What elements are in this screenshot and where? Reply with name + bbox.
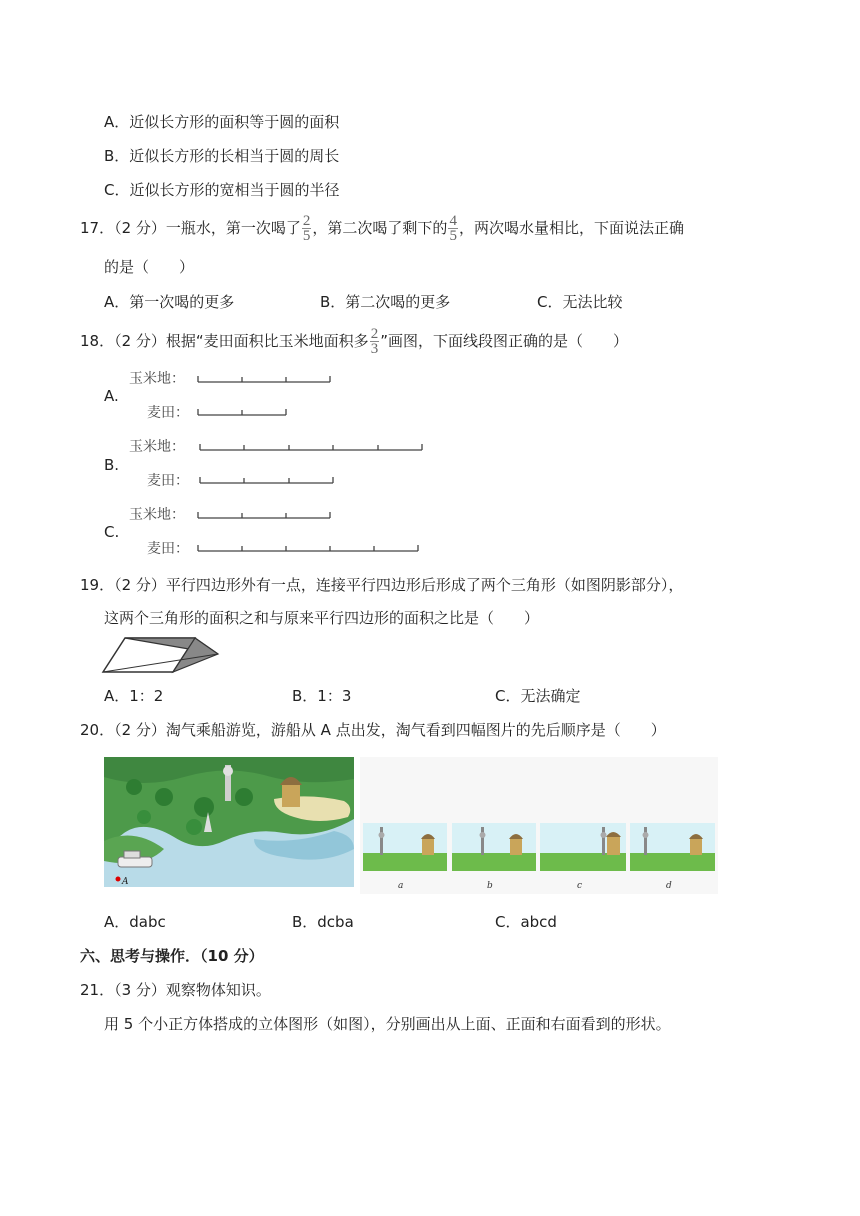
- section-6-heading: 六、思考与操作．（10 分）: [80, 947, 264, 965]
- q21-line2: 用 5 个小正方体搭成的立体图形（如图），分别画出从上面、正面和右面看到的形状。: [104, 1015, 671, 1033]
- q19-option-a[interactable]: A．1：2: [104, 687, 164, 705]
- q18-option-a-letter[interactable]: A.: [104, 387, 119, 405]
- q20-option-c[interactable]: C．abcd: [495, 913, 557, 931]
- frac-numerator: 2: [302, 213, 311, 229]
- q20-number: 20．: [80, 721, 115, 739]
- picture-label-d: d: [666, 881, 672, 891]
- q21-question: [80, 979, 271, 1000]
- q17-line2: 的是（ ）: [104, 258, 195, 276]
- q18-text-b: ”画图，下面线段图正确的是（ ）: [380, 332, 628, 350]
- view-pictures-strip: [360, 757, 718, 894]
- picture-a[interactable]: [363, 823, 447, 871]
- corn-label-c: 玉米地：: [129, 507, 185, 523]
- q20-option-a[interactable]: A．dabc: [104, 913, 166, 931]
- q18-option-b-letter[interactable]: B.: [104, 456, 120, 474]
- segment-diagram-a: [190, 372, 340, 422]
- q17-fraction-2: [448, 214, 458, 243]
- q17-question: [80, 214, 684, 243]
- q17-option-c[interactable]: C．无法比较: [537, 293, 623, 311]
- q17-option-b[interactable]: B．第二次喝的更多: [320, 293, 451, 311]
- q18-option-c-letter[interactable]: C.: [104, 523, 120, 541]
- picture-label-a: a: [398, 881, 404, 891]
- parallelogram-figure: [100, 634, 224, 676]
- q19-option-b[interactable]: B．1：3: [292, 687, 352, 705]
- picture-c[interactable]: [540, 823, 626, 871]
- picture-label-c: c: [577, 881, 583, 891]
- q21-number: 21．: [80, 981, 115, 999]
- q17-option-a[interactable]: A．第一次喝的更多: [104, 293, 235, 311]
- frac-numerator: 4: [449, 213, 457, 229]
- q16-option-c[interactable]: C．近似长方形的宽相当于圆的半径: [104, 181, 340, 199]
- q19-text: （2 分）平行四边形外有一点，连接平行四边形后形成了两个三角形（如图阴影部分），: [114, 576, 684, 594]
- q19-line2: 这两个三角形的面积之和与原来平行四边形的面积之比是（ ）: [104, 609, 540, 627]
- map-point-label: A: [122, 877, 129, 887]
- q16-option-a[interactable]: A．近似长方形的面积等于圆的面积: [104, 113, 340, 131]
- q17-text-b: ，第二次喝了剩下的: [312, 219, 448, 237]
- frac-denominator: 5: [449, 228, 457, 244]
- frac-numerator: 2: [370, 326, 379, 342]
- q18-fraction: [370, 327, 380, 356]
- q20-text: （2 分）淘气乘船游览，游船从 A 点出发，淘气看到四幅图片的先后顺序是（ ）: [114, 721, 666, 739]
- corn-label-a: 玉米地：: [129, 371, 185, 387]
- q18-number: 18．: [80, 332, 115, 350]
- q17-text-a: （2 分）一瓶水，第一次喝了: [114, 219, 301, 237]
- q17-fraction-1: [302, 214, 312, 243]
- q17-text-c: ，两次喝水量相比，下面说法正确: [458, 219, 684, 237]
- segment-diagram-c: [190, 508, 430, 558]
- frac-denominator: 5: [302, 228, 311, 244]
- q20-question: [80, 719, 666, 740]
- picture-b[interactable]: [452, 823, 536, 871]
- q18-text-a: （2 分）根据“麦田面积比玉米地面积多: [114, 332, 369, 350]
- frac-denominator: 3: [370, 341, 379, 357]
- q19-option-c[interactable]: C．无法确定: [495, 687, 581, 705]
- picture-label-b: b: [487, 881, 493, 891]
- q17-number: 17．: [80, 219, 115, 237]
- wheat-label-a: 麦田：: [147, 405, 189, 421]
- wheat-label-c: 麦田：: [147, 541, 189, 557]
- q20-option-b[interactable]: B．dcba: [292, 913, 354, 931]
- q18-question: [80, 327, 628, 356]
- q16-option-b[interactable]: B．近似长方形的长相当于圆的周长: [104, 147, 340, 165]
- q19-line1: [80, 574, 683, 595]
- wheat-label-b: 麦田：: [147, 473, 189, 489]
- picture-d[interactable]: [630, 823, 715, 871]
- segment-diagram-b: [190, 440, 430, 490]
- corn-label-b: 玉米地：: [129, 439, 185, 455]
- q19-number: 19．: [80, 576, 115, 594]
- lake-map-illustration: [104, 757, 354, 887]
- q21-text: （3 分）观察物体知识。: [114, 981, 271, 999]
